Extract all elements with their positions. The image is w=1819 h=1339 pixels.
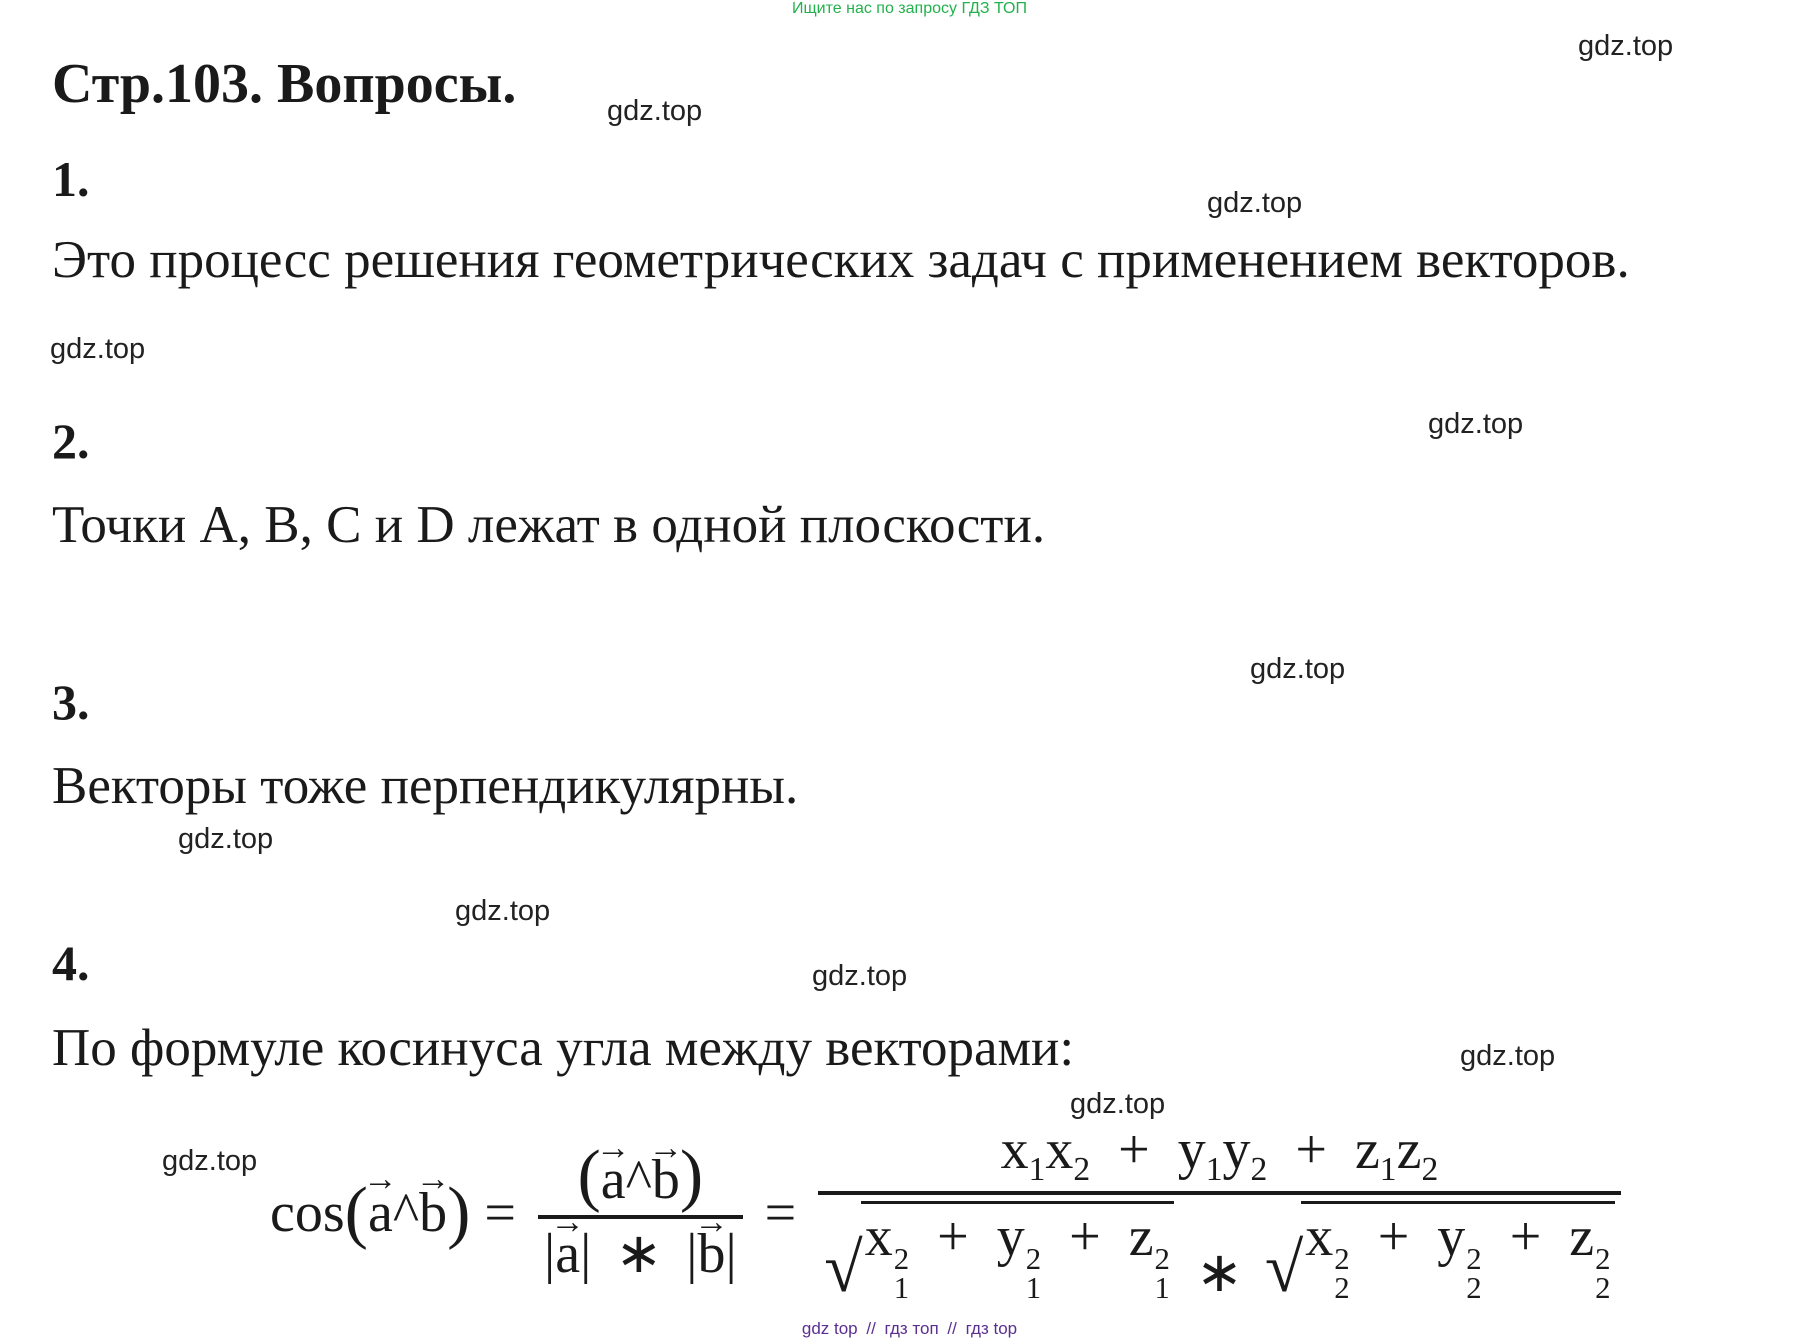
- dot-product-numerator: $x_1x_2 + y_1y_2 + z_1z_2$: [1000, 1119, 1439, 1189]
- watermark: gdz.top: [607, 95, 703, 127]
- link-gdz-top-ru[interactable]: гдз топ: [884, 1319, 939, 1338]
- fraction-denominator: |→ a| ∗ |→ b|: [538, 1215, 743, 1284]
- separator: //: [866, 1319, 876, 1338]
- question-number-2: 2.: [52, 413, 90, 469]
- vector-a: → a: [368, 1181, 393, 1245]
- watermark: gdz.top: [1207, 187, 1303, 219]
- equals-sign: =: [484, 1181, 517, 1244]
- watermark: gdz.top: [50, 333, 146, 365]
- magnitudes-denominator: √ x 2 1 + y 2 1 + z 2 1 ∗ √ x 2 2 + y 2 2 + z 2 2: [818, 1191, 1620, 1303]
- bottom-links: [0, 1319, 1819, 1339]
- watermark: gdz.top: [1250, 653, 1346, 685]
- answer-3: Векторы тоже перпендикулярны.: [52, 757, 799, 815]
- separator: //: [947, 1319, 957, 1338]
- watermark: gdz.top: [812, 960, 908, 992]
- sqrt-second: √ x 2 2 + y 2 2 + z 2 2: [1265, 1201, 1615, 1303]
- question-number-4: 4.: [52, 935, 90, 991]
- fraction-angle: [538, 1137, 743, 1286]
- vector-b: → b: [419, 1181, 447, 1245]
- top-banner: Ищите нас по запросу ГДЗ ТОП: [792, 0, 1027, 17]
- sqrt-icon: √: [824, 1229, 863, 1307]
- question-number-1: 1.: [52, 151, 90, 207]
- answer-2: Точки A, B, C и D лежат в одной плоскости.: [52, 496, 1046, 554]
- fraction-numerator: (→ a^→ b): [571, 1141, 709, 1215]
- watermark: gdz.top: [1460, 1040, 1556, 1072]
- link-gdz-top-mixed[interactable]: гдз top: [965, 1319, 1018, 1338]
- equals-sign: =: [764, 1181, 797, 1244]
- watermark: gdz.top: [162, 1145, 258, 1177]
- answer-4: По формуле косинуса угла между векторами:: [52, 1019, 1075, 1077]
- sqrt-first: √ x 2 1 + y 2 1 + z 2 1: [824, 1201, 1174, 1303]
- watermark: gdz.top: [1428, 408, 1524, 440]
- cos-function: cos: [270, 1181, 345, 1244]
- link-gdz-top[interactable]: gdz top: [801, 1319, 858, 1338]
- cosine-formula: cos ( → a ^ → b ) = $\frac{(\to a\^{}\to b)}{|\to a| ∗ |\to b|}$ = $x_1x_2 + y_1y_2 + z_1z_2$ √ x 2 1 + y 2 1 + z 2 1 ∗ √ x 2 2 + y 2 2 + z 2 2: [270, 1110, 1640, 1315]
- sqrt-icon: √: [1264, 1229, 1304, 1307]
- watermark: gdz.top: [455, 895, 551, 927]
- watermark: gdz.top: [178, 823, 274, 855]
- watermark: gdz.top: [1578, 30, 1674, 62]
- watermark: gdz.top: [1070, 1088, 1166, 1120]
- page-title: Стр.103. Вопросы.: [52, 53, 517, 115]
- fraction-coordinates: [818, 1119, 1620, 1307]
- question-number-3: 3.: [52, 674, 90, 730]
- answer-1: Это процесс решения геометрических задач с применением векторов.: [52, 231, 1630, 289]
